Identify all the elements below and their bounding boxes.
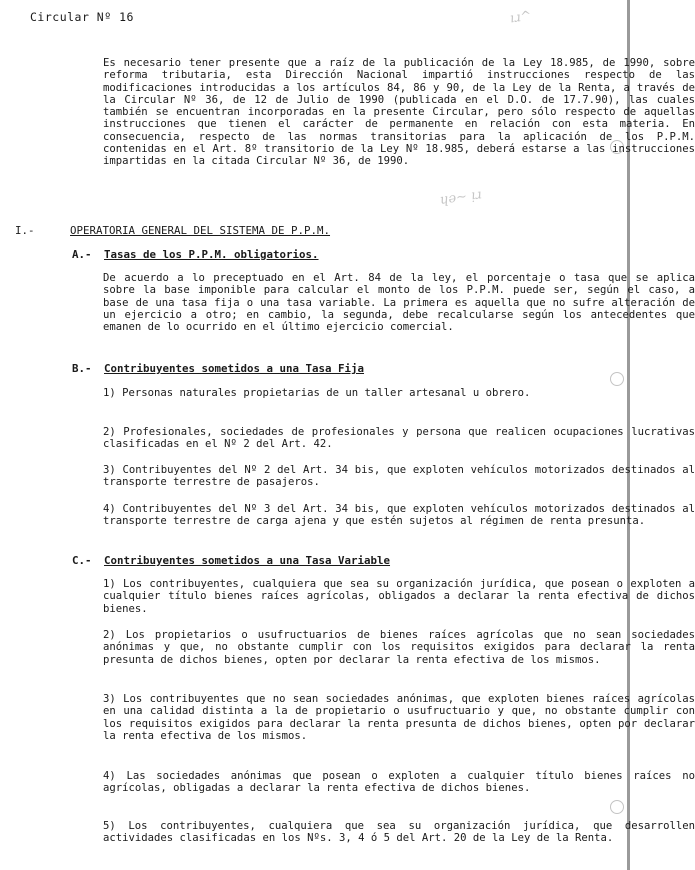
section-label: OPERATORIA GENERAL DEL SISTEMA DE P.P.M. <box>70 224 331 237</box>
subsection-c-item-1: 1) Los contribuyentes, cualquiera que sea su organización jurídica, que posean o exploten a cualquier título bienes raíces agrícolas, obligados a declarar la renta efectiva de dichos bienes. <box>103 578 695 615</box>
bleed-through-mark: ɥǝ~ ᴉɹ <box>439 187 483 208</box>
subsection-c-item-2: 2) Los propietarios o usufructuarios de bienes raíces agrícolas que no sean sociedades anónimas y que, no obstante cumplir con los requisitos exigidos para declarar la renta presunta de dichos bienes, opten por declarar la renta efectiva de los mismos. <box>103 629 695 666</box>
subsection-a-paragraph: De acuerdo a lo preceptuado en el Art. 84 de la ley, el porcentaje o tasa que se aplica sobre la base imponible para calcular el monto de los P.P.M. puede ser, según el caso, a base de una tasa fija o una tasa variable. La primera es aquella que no sufre alteración de un ejercicio a otro; en cambio, la segunda, debe recalcularse según los antecedentes que emanen de lo ocurrido en el último ejercicio comercial. <box>103 272 695 334</box>
subsection-b-item-3: 3) Contribuyentes del Nº 2 del Art. 34 bis, que exploten vehículos motorizados destinados al transporte terrestre de pasajeros. <box>103 464 695 489</box>
subsection-c-item-3: 3) Los contribuyentes que no sean sociedades anónimas, que exploten bienes raíces agrícolas en una calidad distinta a la de propietario o usufructuario y que, no obstante cumplir con los requisitos exigidos para declarar la renta presunta de dichos bienes, opten por declarar la renta efectiva de los mismos. <box>103 693 695 742</box>
subsection-c-item-4: 4) Las sociedades anónimas que posean o exploten a cualquier título bienes raíces no agrícolas, obligadas a declarar la renta efectiva de dichos bienes. <box>103 770 695 795</box>
punch-hole-middle <box>610 372 624 386</box>
intro-paragraph: Es necesario tener presente que a raíz de la publicación de la Ley 18.985, de 1990, sobre reforma tributaria, esta Dirección Nacional impartió instrucciones respecto de las modificaciones introducidas a los artículos 84, 86 y 90, de la Ley de la Renta, a través de la Circular Nº 36, de 12 de Julio de 1990 (publicada en el D.O. de 17.7.90), las cuales también se encuentran incorporadas en la presente Circular, pero sólo respecto de aquellas instrucciones que tienen el carácter de permanente en relación con esta materia. En consecuencia, respecto de las normas transitorias para la aplicación de los P.P.M. contenidas en el Art. 8º transitorio de la Ley Nº 18.985, deberá estarse a las instrucciones impartidas en la citada Circular Nº 36, de 1990. <box>103 57 695 168</box>
punch-hole-bottom <box>610 800 624 814</box>
subsection-b-title: B.- Contribuyentes sometidos a una Tasa Fija <box>72 362 365 375</box>
subsection-b-item-4: 4) Contribuyentes del Nº 3 del Art. 34 bis, que exploten vehículos motorizados destinados al transporte terrestre de carga ajena y que estén sujetos al régimen de renta presunta. <box>103 503 695 528</box>
subsection-b-item-2: 2) Profesionales, sociedades de profesionales y persona que realicen ocupaciones lucrativas clasificadas en el Nº 2 del Art. 42. <box>103 426 695 451</box>
section-title <box>15 224 330 237</box>
bleed-through-mark: ıɹ^ <box>509 8 533 27</box>
subsection-b-item-1: 1) Personas naturales propietarias de un taller artesanal u obrero. <box>103 387 531 399</box>
subsection-a-title: A.- Tasas de los P.P.M. obligatorios. <box>72 248 319 261</box>
section-number: I.- <box>15 224 35 237</box>
circular-header: Circular Nº 16 <box>30 10 134 24</box>
subsection-c-item-5: 5) Los contribuyentes, cualquiera que sea su organización jurídica, que desarrollen actividades clasificadas en los Nºs. 3, 4 ó 5 del Art. 20 de la Ley de la Renta. <box>103 820 695 845</box>
subsection-c-title: C.- Contribuyentes sometidos a una Tasa Variable <box>72 554 391 567</box>
